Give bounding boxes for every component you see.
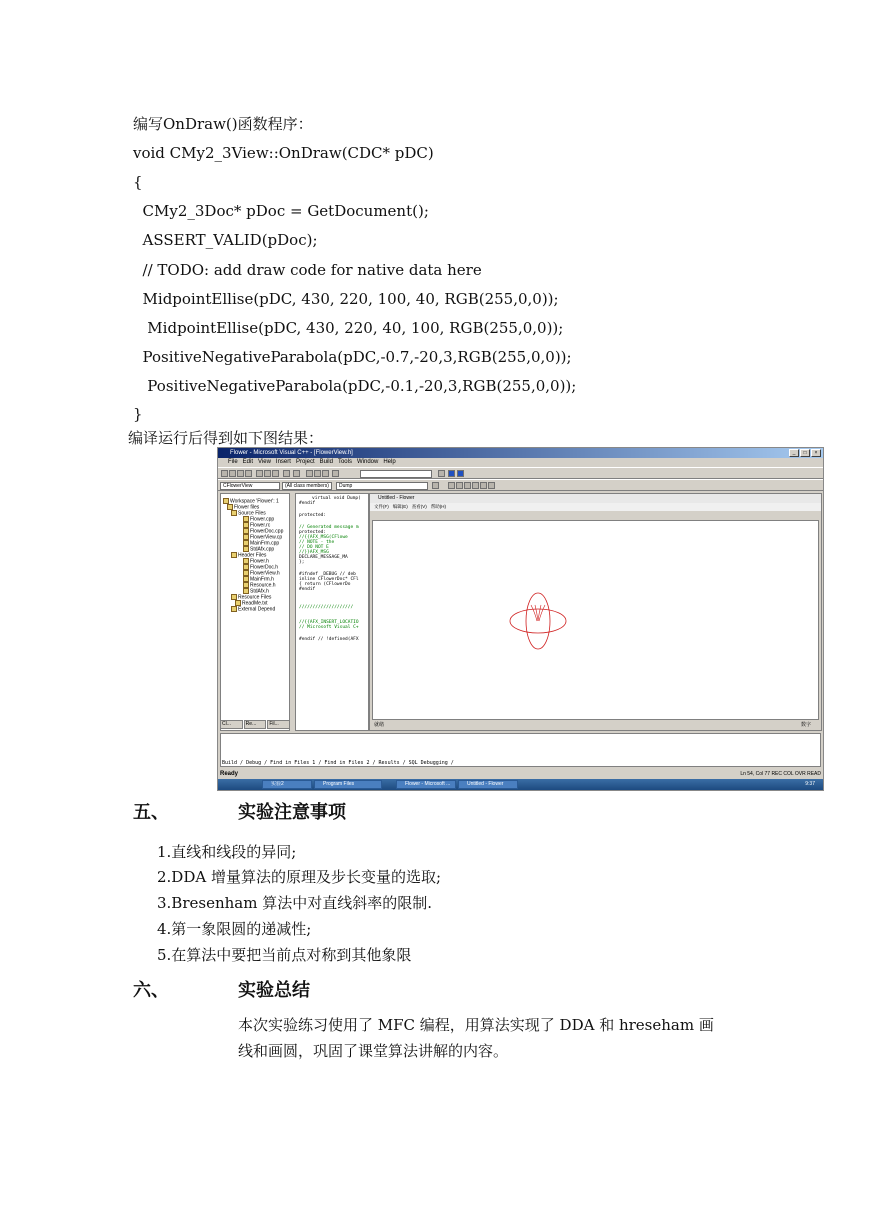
summary-line1: 本次实验练习使用了 MFC 编程，用算法实现了 DDA 和 hreseham 画 <box>238 1016 714 1034</box>
code-editor[interactable] <box>295 493 369 731</box>
redo-icon[interactable] <box>293 470 300 477</box>
editor-line: // Generated message m <box>299 525 359 530</box>
child-titlebar <box>370 494 821 503</box>
tree-item[interactable]: Resource.h <box>243 582 276 588</box>
menu-tools[interactable]: Tools <box>337 459 352 465</box>
editor-line: //////////////////// <box>299 605 354 610</box>
maximize-icon[interactable]: □ <box>800 449 810 457</box>
copy-icon[interactable] <box>264 470 271 477</box>
summary-line2: 线和画圆，巩固了课堂算法讲解的内容。 <box>238 1042 509 1060</box>
find-icon[interactable] <box>332 470 339 477</box>
wizard-toolbar <box>218 479 823 491</box>
editor-line: protected: <box>299 513 327 518</box>
window-title: Flower - Microsoft Visual C++ - [FlowerView.h] <box>230 450 353 456</box>
editor-line: DECLARE_MESSAGE_MA <box>299 555 348 560</box>
workspace-icon[interactable] <box>306 470 313 477</box>
class-combo[interactable]: CFlowerView <box>220 482 280 490</box>
flower-app-window <box>369 493 822 731</box>
result-caption: 编译运行后得到如下图结果： <box>128 429 324 447</box>
save-all-icon[interactable] <box>245 470 252 477</box>
tree-item[interactable]: External Depend <box>231 606 275 612</box>
windows-icon[interactable] <box>322 470 329 477</box>
child-menu-view[interactable]: 查看(V) <box>411 504 427 509</box>
code-line: MidpointEllise(pDC, 430, 220, 100, 40, RGB(255,0,0)); <box>133 290 559 308</box>
editor-line: // Microsoft Visual C+ <box>299 625 359 630</box>
editor-line: inline CFlowerDoc* CFl <box>299 577 359 582</box>
editor-line: // DO NOT E <box>299 545 329 550</box>
tab-classview[interactable]: Cl... <box>220 720 243 729</box>
code-line: CMy2_3Doc* pDoc = GetDocument(); <box>133 202 429 220</box>
workspace-tabs <box>220 720 290 729</box>
editor-line: virtual void Dump( <box>312 496 361 501</box>
task-item[interactable]: 实验2 <box>262 780 312 789</box>
tree-item[interactable]: Flower.cpp <box>243 516 274 522</box>
editor-line: #ifndef _DEBUG // deb <box>299 572 356 577</box>
tree-item[interactable]: Flower.h <box>243 558 269 564</box>
menu-file[interactable]: File <box>228 459 238 465</box>
list-item: 2.DDA 增量算法的原理及步长变量的选取; <box>157 868 442 886</box>
child-statusbar <box>372 722 819 729</box>
vc-screenshot <box>217 447 824 791</box>
list-item: 3.Bresenham 算法中对直线斜率的限制. <box>157 894 432 912</box>
menu-project[interactable]: Project <box>295 459 315 465</box>
tree-item[interactable]: ReadMe.txt <box>235 600 268 606</box>
clock: 9:37 <box>805 781 815 787</box>
tree-item[interactable]: Source Files <box>231 510 266 516</box>
taskbar <box>218 779 823 790</box>
folder-icon <box>231 510 237 516</box>
child-menu-edit[interactable]: 编辑(E) <box>392 504 408 509</box>
tree-item[interactable]: MainFrm.h <box>243 576 274 582</box>
task-item[interactable]: Program Files <box>314 780 382 789</box>
list-item: 4.第一象限圆的递减性; <box>157 920 312 938</box>
members-combo[interactable]: (All class members) <box>282 482 332 490</box>
editor-line: protected: <box>299 530 327 535</box>
new-icon[interactable] <box>221 470 228 477</box>
editor-line: #endif // !defined(AFX <box>299 637 359 642</box>
menu-edit[interactable]: Edit <box>242 459 254 465</box>
cut-icon[interactable] <box>256 470 263 477</box>
standard-toolbar <box>218 467 823 479</box>
section6-number: 六、 <box>133 980 169 1001</box>
child-status-ready: 就绪 <box>374 722 385 728</box>
tree-item[interactable]: FlowerDoc.h <box>243 564 278 570</box>
workspace-pane <box>220 493 290 731</box>
save-icon[interactable] <box>237 470 244 477</box>
ellipse-drawing <box>373 521 818 719</box>
child-title: Untitled - Flower <box>378 495 415 501</box>
section5-number: 五、 <box>133 802 169 823</box>
editor-line: }; <box>299 560 305 565</box>
output-tabs[interactable]: Build / Debug / Find in Files 1 / Find in Files 2 / Results / SQL Debugging / <box>222 760 454 766</box>
editor-line: #endif <box>299 587 316 592</box>
folder-icon <box>231 552 237 558</box>
paste-icon[interactable] <box>272 470 279 477</box>
window-titlebar <box>218 448 823 458</box>
child-menubar <box>370 503 821 511</box>
editor-line: //{{AFX_INSERT_LOCATIO <box>299 620 359 625</box>
breakpoint-icon[interactable] <box>488 482 495 489</box>
folder-icon <box>231 606 237 612</box>
stop-build-icon[interactable] <box>464 482 471 489</box>
child-status-num: 数字 <box>800 722 811 728</box>
menu-help[interactable]: Help <box>383 459 396 465</box>
status-position: Ln 54, Col 77 REC COL OVR READ <box>740 771 821 777</box>
code-line: PositiveNegativeParabola(pDC,-0.7,-20,3,RGB(255,0,0)); <box>133 348 572 366</box>
tab-fileview[interactable]: Fil... <box>267 720 290 729</box>
task-item[interactable]: Flower - Microsoft ... <box>396 780 456 789</box>
tree-item[interactable]: Workspace 'Flower': 1 <box>223 498 279 504</box>
status-ready: Ready <box>220 771 239 777</box>
find-in-files-icon[interactable] <box>438 470 445 477</box>
parabola-curves <box>531 605 545 621</box>
build-icon[interactable] <box>456 482 463 489</box>
watch-icon[interactable] <box>457 470 464 477</box>
code-line: void CMy2_3View::OnDraw(CDC* pDC) <box>133 144 434 162</box>
execute-icon[interactable] <box>472 482 479 489</box>
tree-item[interactable]: Flower.rc <box>243 522 270 528</box>
editor-line: #endif <box>299 501 316 506</box>
menubar <box>218 458 823 467</box>
tree-item[interactable]: Resource Files <box>231 594 271 600</box>
code-line: // TODO: add draw code for native data here <box>133 261 482 279</box>
menu-insert[interactable]: Insert <box>275 459 291 465</box>
tree-item[interactable]: MainFrm.cpp <box>243 540 279 546</box>
menu-view[interactable]: View <box>258 459 271 465</box>
minimize-icon[interactable]: _ <box>789 449 799 457</box>
tree-item[interactable]: Flower files <box>227 504 259 510</box>
tree-item[interactable]: FlowerView.cp <box>243 534 282 540</box>
find-combo[interactable] <box>360 470 432 478</box>
menu-window[interactable]: Window <box>356 459 379 465</box>
child-menu-help[interactable]: 帮助(H) <box>430 504 446 509</box>
tree-item[interactable]: StdAfx.cpp <box>243 546 274 552</box>
undo-icon[interactable] <box>283 470 290 477</box>
drawing-canvas <box>372 520 819 720</box>
list-item: 1.直线和线段的异同; <box>157 843 297 861</box>
code-line: MidpointEllise(pDC, 430, 220, 40, 100, RGB(255,0,0)); <box>133 319 564 337</box>
code-line: ASSERT_VALID(pDoc); <box>133 231 318 249</box>
go-icon[interactable] <box>480 482 487 489</box>
tree-item[interactable]: FlowerDoc.cpp <box>243 528 283 534</box>
open-icon[interactable] <box>229 470 236 477</box>
editor-line: //}}AFX_MSG <box>299 550 329 555</box>
tree-item[interactable]: Header Files <box>231 552 266 558</box>
bookmark-icon[interactable] <box>448 470 455 477</box>
code-line: { <box>133 173 143 191</box>
ide-statusbar <box>218 770 823 779</box>
tab-resourceview[interactable]: Re... <box>244 720 267 729</box>
code-line: PositiveNegativeParabola(pDC,-0.1,-20,3,RGB(255,0,0)); <box>133 377 577 395</box>
task-item[interactable]: Untitled - Flower <box>458 780 518 789</box>
output-icon[interactable] <box>314 470 321 477</box>
list-item: 5.在算法中要把当前点对称到其他象限 <box>157 946 412 964</box>
editor-line: // NOTE - the <box>299 540 335 545</box>
tree-item[interactable]: FlowerView.h <box>243 570 280 576</box>
menu-build[interactable]: Build <box>319 459 333 465</box>
editor-line: //{{AFX_MSG(CFlowe <box>299 535 348 540</box>
code-intro: 编写OnDraw()函数程序： <box>133 115 313 133</box>
compile-icon[interactable] <box>448 482 455 489</box>
wizard-action-icon[interactable] <box>432 482 439 489</box>
tree-item[interactable]: StdAfx.h <box>243 588 269 594</box>
section5-title: 实验注意事项 <box>238 802 346 823</box>
editor-line: { return (CFlowerDo <box>299 582 351 587</box>
code-line: } <box>133 405 143 423</box>
section6-title: 实验总结 <box>238 980 310 1001</box>
child-menu-file[interactable]: 文件(F) <box>374 504 389 509</box>
close-icon[interactable]: × <box>811 449 821 457</box>
function-combo[interactable]: Dump <box>336 482 428 490</box>
